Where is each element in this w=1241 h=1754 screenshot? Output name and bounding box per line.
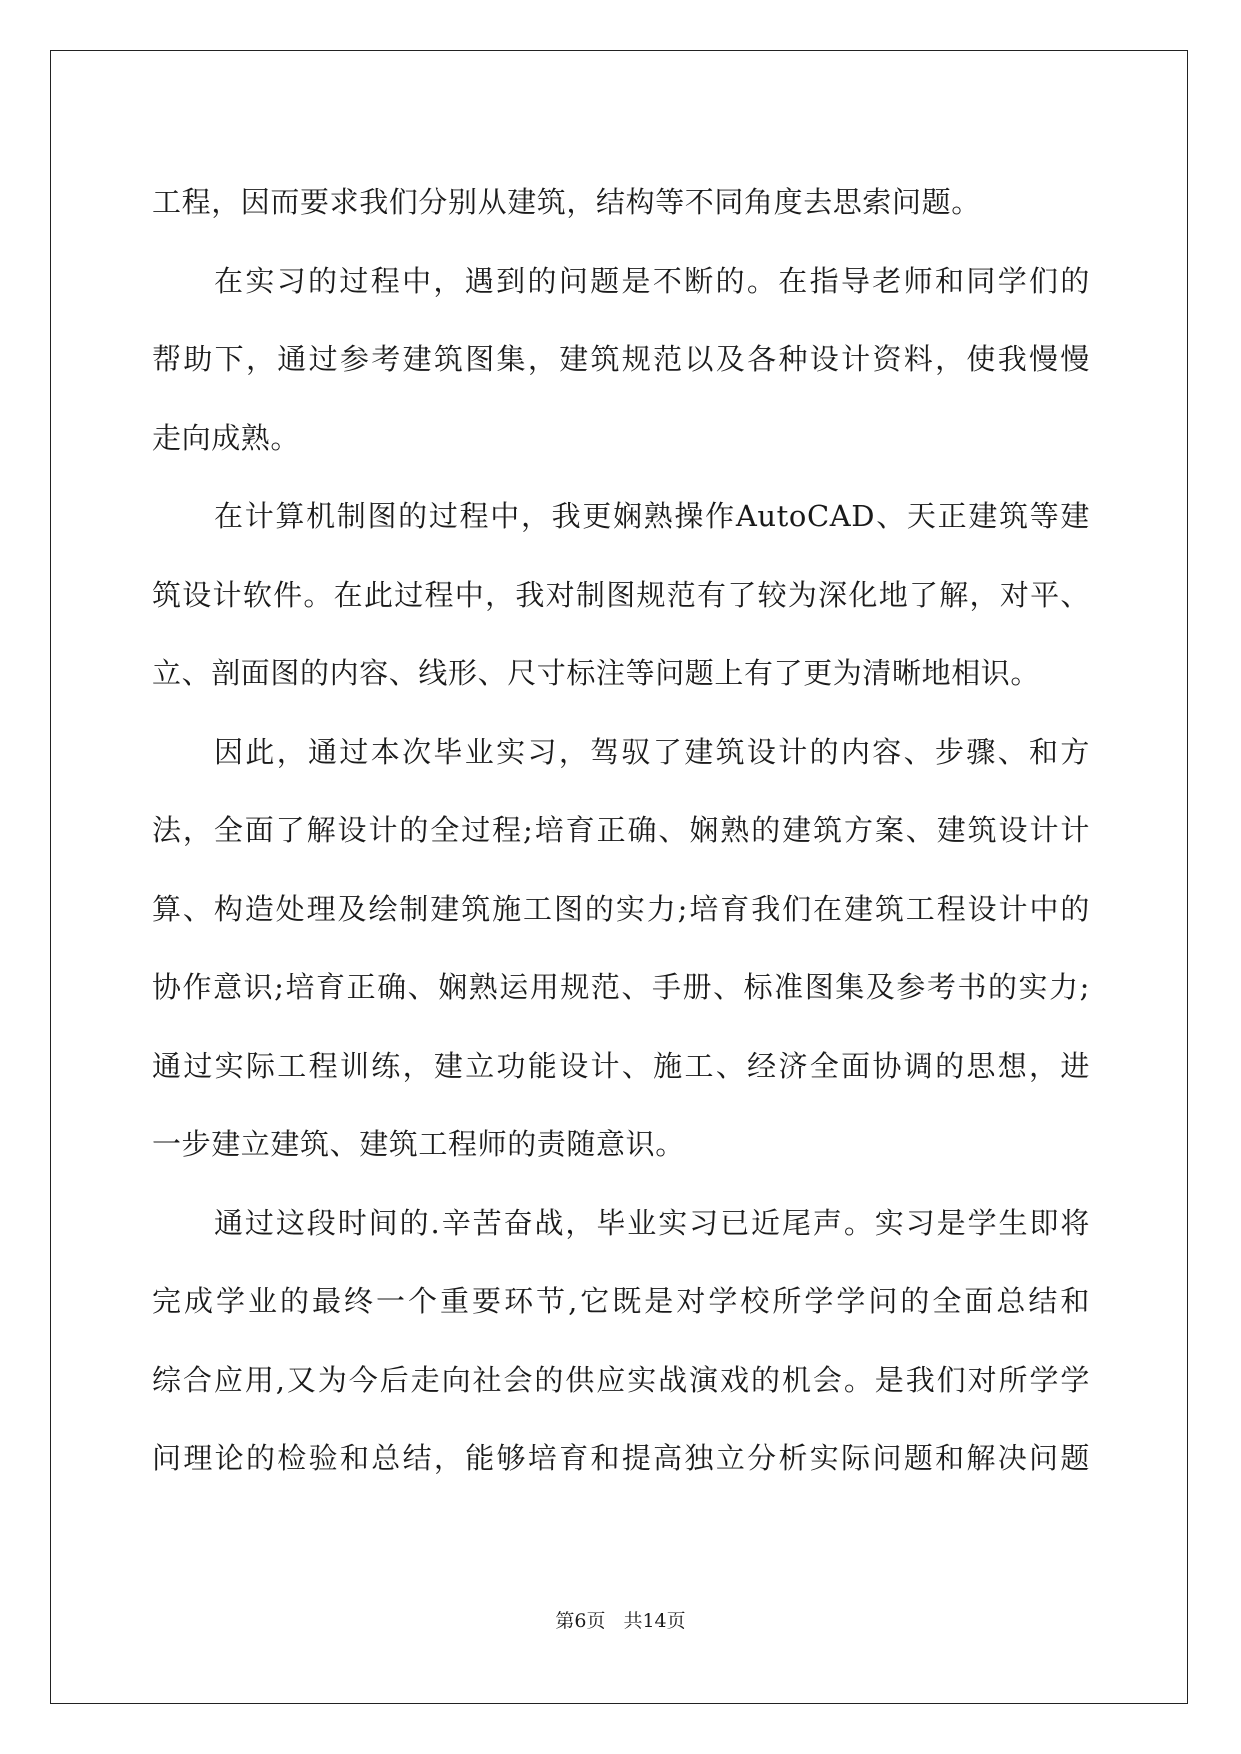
text-line: 综合应用,又为今后走向社会的供应实战演戏的机会。是我们对所学学: [152, 1362, 1090, 1397]
text-line: 在实习的过程中，遇到的问题是不断的。在指导老师和同学们的: [214, 263, 1090, 298]
text-line: 走向成熟。: [152, 420, 301, 455]
text-line: 工程，因而要求我们分别从建筑，结构等不同角度去思索问题。: [152, 185, 981, 219]
text-line: 通过这段时间的.辛苦奋战，毕业实习已近尾声。实习是学生即将: [214, 1205, 1090, 1240]
text-line: 算、构造处理及绘制建筑施工图的实力;培育我们在建筑工程设计中的: [152, 891, 1090, 926]
page-number: 第6页: [555, 1610, 606, 1632]
text-line: 立、剖面图的内容、线形、尺寸标注等问题上有了更为清晰地相识。: [152, 656, 1041, 690]
text-line: 法，全面了解设计的全过程;培育正确、娴熟的建筑方案、建筑设计计: [152, 813, 1090, 847]
text-line: 因此，通过本次毕业实习，驾驭了建筑设计的内容、步骤、和方: [214, 734, 1090, 769]
text-line: 协作意识;培育正确、娴熟运用规范、手册、标准图集及参考书的实力;: [152, 970, 1090, 1004]
page-footer: [0, 1606, 1241, 1633]
text-line: 帮助下，通过参考建筑图集，建筑规范以及各种设计资料，使我慢慢: [152, 342, 1090, 376]
page-total: 共14页: [623, 1610, 686, 1632]
text-line: 通过实际工程训练，建立功能设计、施工、经济全面协调的思想，进: [152, 1048, 1090, 1083]
text-line: 一步建立建筑、建筑工程师的责随意识。: [152, 1127, 685, 1161]
text-line: 筑设计软件。在此过程中，我对制图规范有了较为深化地了解，对平、: [152, 577, 1090, 612]
text-line: 完成学业的最终一个重要环节,它既是对学校所学学问的全面总结和: [152, 1284, 1090, 1318]
text-line: 在计算机制图的过程中，我更娴熟操作AutoCAD、天正建筑等建: [214, 499, 1090, 533]
body-text: [152, 163, 1090, 1498]
text-line: 问理论的检验和总结，能够培育和提高独立分析实际问题和解决问题: [152, 1441, 1090, 1475]
